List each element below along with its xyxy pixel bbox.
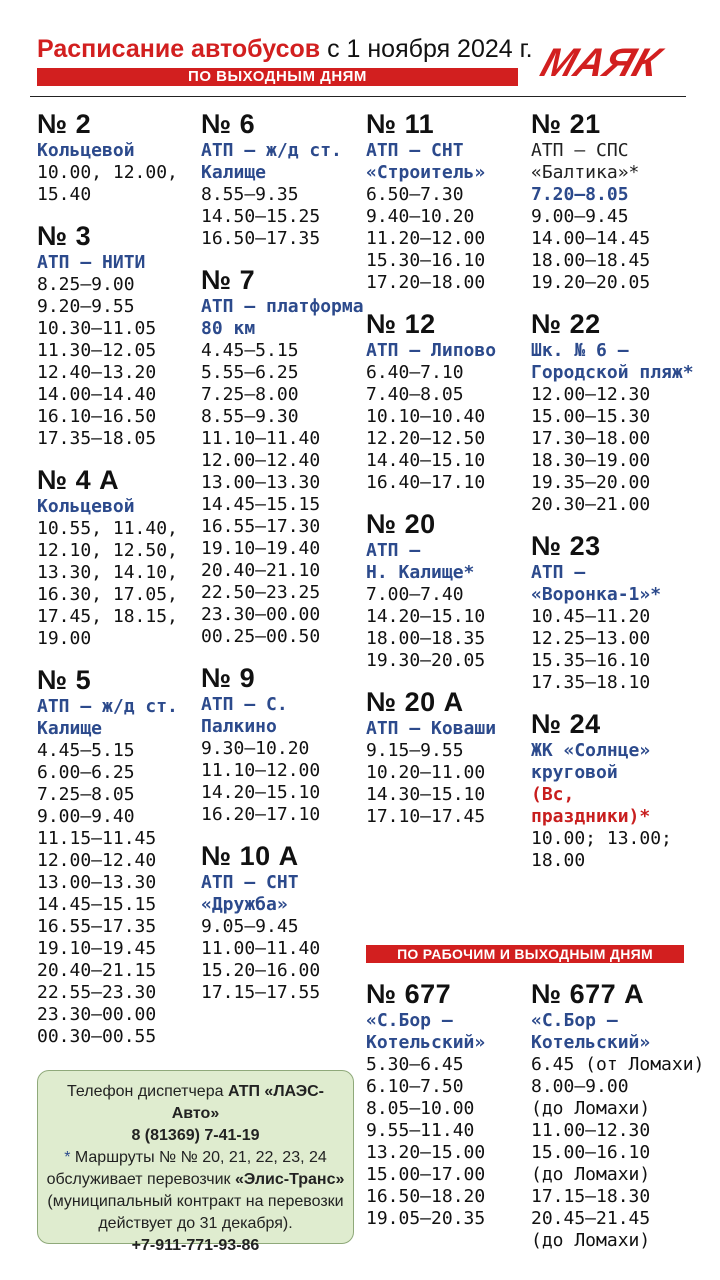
time: 16.50–17.35	[201, 228, 321, 249]
route-destination: Кольцевой	[37, 140, 135, 161]
time: 13.20–15.00	[366, 1142, 486, 1163]
header-rule	[30, 96, 686, 97]
time: 17.15–18.30	[531, 1186, 651, 1207]
route-number: № 3	[37, 221, 92, 251]
weekend-bar: ПО ВЫХОДНЫМ ДНЯМ	[37, 68, 518, 86]
time: 8.00–9.00	[531, 1076, 629, 1097]
column-3	[366, 108, 531, 842]
info-line-3	[44, 1147, 347, 1169]
time: 20.45–21.45	[531, 1208, 651, 1229]
time: 15.40	[37, 184, 92, 205]
time: 4.45–5.15	[37, 740, 135, 761]
time: 10.00, 12.00,	[37, 162, 178, 183]
time: 15.00–15.30	[531, 406, 651, 427]
time: 00.25–00.50	[201, 626, 321, 647]
route-destination: АТП — ж/д ст. Калище	[37, 696, 178, 739]
time: 20.40–21.15	[37, 960, 157, 981]
route-times	[531, 384, 696, 516]
time: 00.30–00.55	[37, 1026, 157, 1047]
route-times	[201, 916, 366, 1004]
route-4a	[37, 464, 202, 650]
time: 23.30–00.00	[37, 1004, 157, 1025]
time: 6.40–7.10	[366, 362, 464, 383]
page-title	[37, 34, 533, 64]
time: 13.00–13.30	[201, 472, 321, 493]
time: 8.05–10.00	[366, 1098, 475, 1119]
time: 10.10–10.40	[366, 406, 486, 427]
time: 15.20–16.00	[201, 960, 321, 981]
route-destination: Шк. № 6 — Городской пляж*	[531, 340, 694, 383]
time: 19.05–20.35	[366, 1208, 486, 1229]
time: 17.35–18.05	[37, 428, 157, 449]
column-2	[201, 108, 366, 1018]
route-times	[37, 274, 202, 450]
route-number: № 21	[531, 109, 601, 139]
route-6	[201, 108, 366, 250]
time: 10.55, 11.40,	[37, 518, 178, 539]
route-number: № 4 А	[37, 465, 120, 495]
time: 9.15–9.55	[366, 740, 464, 761]
time: 13.30, 14.10,	[37, 562, 178, 583]
time: 17.30–18.00	[531, 428, 651, 449]
route-12	[366, 308, 531, 494]
time: 14.00–14.40	[37, 384, 157, 405]
time: 14.50–15.25	[201, 206, 321, 227]
time: 6.45 (от Ломахи)	[531, 1054, 705, 1075]
time: 7.25–8.00	[201, 384, 299, 405]
route-number: № 9	[201, 663, 256, 693]
route-23	[531, 530, 696, 694]
route-number: № 20	[366, 509, 436, 539]
time: 16.55–17.35	[37, 916, 157, 937]
route-destination: «С.Бор — Котельский»	[366, 1010, 486, 1053]
route-times	[201, 340, 366, 648]
route-note: (Вс, праздники)*	[531, 784, 651, 827]
route-number: № 5	[37, 665, 92, 695]
route-destination: АТП — СНТ «Дружба»	[201, 872, 299, 915]
time: 6.50–7.30	[366, 184, 464, 205]
route-times	[366, 362, 531, 494]
time: 19.10–19.45	[37, 938, 157, 959]
route-677a	[531, 978, 705, 1252]
info-line-5: (муниципальный контракт на перевозки	[47, 1193, 344, 1210]
info-line-6: действует до 31 декабря).	[98, 1215, 293, 1232]
route-destination: АТП — платформа 80 км	[201, 296, 364, 339]
time: 16.55–17.30	[201, 516, 321, 537]
title-date: с 1 ноября 2024 г.	[327, 35, 533, 63]
time: 14.45–15.15	[201, 494, 321, 515]
info-text: Телефон диспетчера	[67, 1083, 228, 1100]
route-destination: АТП — Коваши	[366, 718, 497, 739]
time: 15.35–16.10	[531, 650, 651, 671]
time: 22.55–23.30	[37, 982, 157, 1003]
title-red: Расписание автобусов	[37, 35, 321, 63]
time: 22.50–23.25	[201, 582, 321, 603]
route-number: № 677	[366, 979, 452, 1009]
route-times	[531, 828, 696, 872]
route-destination: «С.Бор — Котельский»	[531, 1010, 651, 1053]
column-4	[531, 108, 696, 886]
time: 14.45–15.15	[37, 894, 157, 915]
time: 8.25–9.00	[37, 274, 135, 295]
time: 6.00–6.25	[37, 762, 135, 783]
route-number: № 6	[201, 109, 256, 139]
time: 7.00–7.40	[366, 584, 464, 605]
route-destination: АТП — СНТ «Строитель»	[366, 140, 486, 183]
time: 11.00–11.40	[201, 938, 321, 959]
phone-number[interactable]: 8 (81369) 7-41-19	[131, 1127, 260, 1144]
info-company: АТП «ЛАЭС-Авто»	[171, 1083, 324, 1122]
time: 9.00–9.40	[37, 806, 135, 827]
time: 11.15–11.45	[37, 828, 157, 849]
time: 17.45, 18.15,	[37, 606, 178, 627]
time: 15.30–16.10	[366, 250, 486, 271]
time: 11.30–12.05	[37, 340, 157, 361]
time: 14.20–15.10	[201, 782, 321, 803]
time: 10.45–11.20	[531, 606, 651, 627]
route-number: № 23	[531, 531, 601, 561]
route-11	[366, 108, 531, 294]
route-destination: АТП — «Воронка-1»*	[531, 562, 662, 605]
time: 18.30–19.00	[531, 450, 651, 471]
route-24	[531, 708, 696, 872]
route-times	[366, 1054, 531, 1230]
route-destination: ЖК «Солнце» круговой	[531, 740, 651, 783]
mayak-logo	[532, 34, 682, 90]
route-destination: АТП — С. Палкино	[201, 694, 288, 737]
weekday-bar: ПО РАБОЧИМ И ВЫХОДНЫМ ДНЯМ	[366, 945, 684, 963]
time: 9.55–11.40	[366, 1120, 475, 1141]
info-carrier: «Элис-Транс»	[234, 1171, 345, 1188]
time: 11.10–12.00	[201, 760, 321, 781]
route-times	[531, 606, 696, 694]
time: 14.20–15.10	[366, 606, 486, 627]
time: 8.55–9.35	[201, 184, 299, 205]
time: 14.00–14.45	[531, 228, 651, 249]
time: 17.20–18.00	[366, 272, 486, 293]
time: 5.55–6.25	[201, 362, 299, 383]
route-times	[37, 162, 202, 206]
time: 11.10–11.40	[201, 428, 321, 449]
time: 10.00; 13.00;	[531, 828, 672, 849]
time: 19.10–19.40	[201, 538, 321, 559]
route-destination: АТП — НИТИ	[37, 252, 146, 273]
info-line-4	[44, 1169, 347, 1191]
route-destination: АТП — ж/д ст. Калище	[201, 140, 342, 183]
logo-text: МАЯК	[535, 39, 667, 85]
time: 17.10–17.45	[366, 806, 486, 827]
time: 23.30–00.00	[201, 604, 321, 625]
asterisk: *	[64, 1149, 71, 1166]
time: 17.35–18.10	[531, 672, 651, 693]
time: 14.30–15.10	[366, 784, 486, 805]
route-21	[531, 108, 696, 294]
route-highlight-time: 7.20–8.05	[531, 184, 629, 205]
time: 15.00–16.10	[531, 1142, 651, 1163]
time: 9.40–10.20	[366, 206, 475, 227]
route-677	[366, 978, 531, 1230]
time: (до Ломахи)	[531, 1098, 651, 1119]
time: 12.25–13.00	[531, 628, 651, 649]
time: 9.05–9.45	[201, 916, 299, 937]
time: 7.25–8.05	[37, 784, 135, 805]
time: 20.40–21.10	[201, 560, 321, 581]
time: (до Ломахи)	[531, 1230, 651, 1251]
time: 20.30–21.00	[531, 494, 651, 515]
time: 12.00–12.30	[531, 384, 651, 405]
time: 8.55–9.30	[201, 406, 299, 427]
route-destination: АТП — СПС «Балтика»*	[531, 140, 640, 183]
info-phone-2[interactable]	[44, 1235, 347, 1257]
time: 12.20–12.50	[366, 428, 486, 449]
time: 14.40–15.10	[366, 450, 486, 471]
time: 19.00	[37, 628, 92, 649]
route-number: № 22	[531, 309, 601, 339]
route-times	[366, 184, 531, 294]
time: 15.00–17.00	[366, 1164, 486, 1185]
route-number: № 10 А	[201, 841, 299, 871]
route-times	[531, 1054, 705, 1252]
route-10a	[201, 840, 366, 1004]
time: 16.30, 17.05,	[37, 584, 178, 605]
time: (до Ломахи)	[531, 1164, 651, 1185]
info-line-1	[44, 1081, 347, 1125]
time: 12.10, 12.50,	[37, 540, 178, 561]
time: 16.40–17.10	[366, 472, 486, 493]
time: 10.20–11.00	[366, 762, 486, 783]
time: 16.20–17.10	[201, 804, 321, 825]
route-22	[531, 308, 696, 516]
route-times	[37, 740, 202, 1048]
dispatcher-info-box	[37, 1070, 354, 1254]
time: 9.00–9.45	[531, 206, 629, 227]
time: 12.40–13.20	[37, 362, 157, 383]
route-number: № 677 А	[531, 979, 645, 1009]
time: 16.50–18.20	[366, 1186, 486, 1207]
route-times	[201, 184, 366, 250]
route-2	[37, 108, 202, 206]
time: 16.10–16.50	[37, 406, 157, 427]
time: 18.00–18.45	[531, 250, 651, 271]
time: 12.00–12.40	[201, 450, 321, 471]
time: 5.30–6.45	[366, 1054, 464, 1075]
route-20a	[366, 686, 531, 828]
route-9	[201, 662, 366, 826]
route-7	[201, 264, 366, 648]
route-20	[366, 508, 531, 672]
time: 12.00–12.40	[37, 850, 157, 871]
time: 19.20–20.05	[531, 272, 651, 293]
route-3	[37, 220, 202, 450]
route-times	[366, 584, 531, 672]
info-text: Маршруты № № 20, 21, 22, 23, 24	[70, 1149, 327, 1166]
route-number: № 11	[366, 109, 435, 139]
time: 18.00	[531, 850, 586, 871]
time: 11.20–12.00	[366, 228, 486, 249]
route-number: № 20 А	[366, 687, 464, 717]
column-1	[37, 108, 202, 1062]
route-times	[37, 518, 202, 650]
route-times	[201, 738, 366, 826]
time: 6.10–7.50	[366, 1076, 464, 1097]
route-destination: АТП — Липово	[366, 340, 497, 361]
info-phone-1[interactable]	[44, 1125, 347, 1147]
route-times	[531, 206, 696, 294]
route-destination: АТП — Н. Калище*	[366, 540, 475, 583]
time: 13.00–13.30	[37, 872, 157, 893]
route-number: № 24	[531, 709, 601, 739]
time: 19.35–20.00	[531, 472, 651, 493]
time: 7.40–8.05	[366, 384, 464, 405]
route-number: № 2	[37, 109, 92, 139]
route-5	[37, 664, 202, 1048]
time: 19.30–20.05	[366, 650, 486, 671]
time: 4.45–5.15	[201, 340, 299, 361]
route-times	[366, 740, 531, 828]
route-number: № 7	[201, 265, 256, 295]
time: 9.30–10.20	[201, 738, 310, 759]
time: 18.00–18.35	[366, 628, 486, 649]
time: 10.30–11.05	[37, 318, 157, 339]
info-text: обслуживает перевозчик	[46, 1171, 235, 1188]
route-number: № 12	[366, 309, 436, 339]
time: 9.20–9.55	[37, 296, 135, 317]
phone-number[interactable]: +7-911-771-93-86	[131, 1237, 260, 1254]
time: 17.15–17.55	[201, 982, 321, 1003]
route-destination: Кольцевой	[37, 496, 135, 517]
time: 11.00–12.30	[531, 1120, 651, 1141]
